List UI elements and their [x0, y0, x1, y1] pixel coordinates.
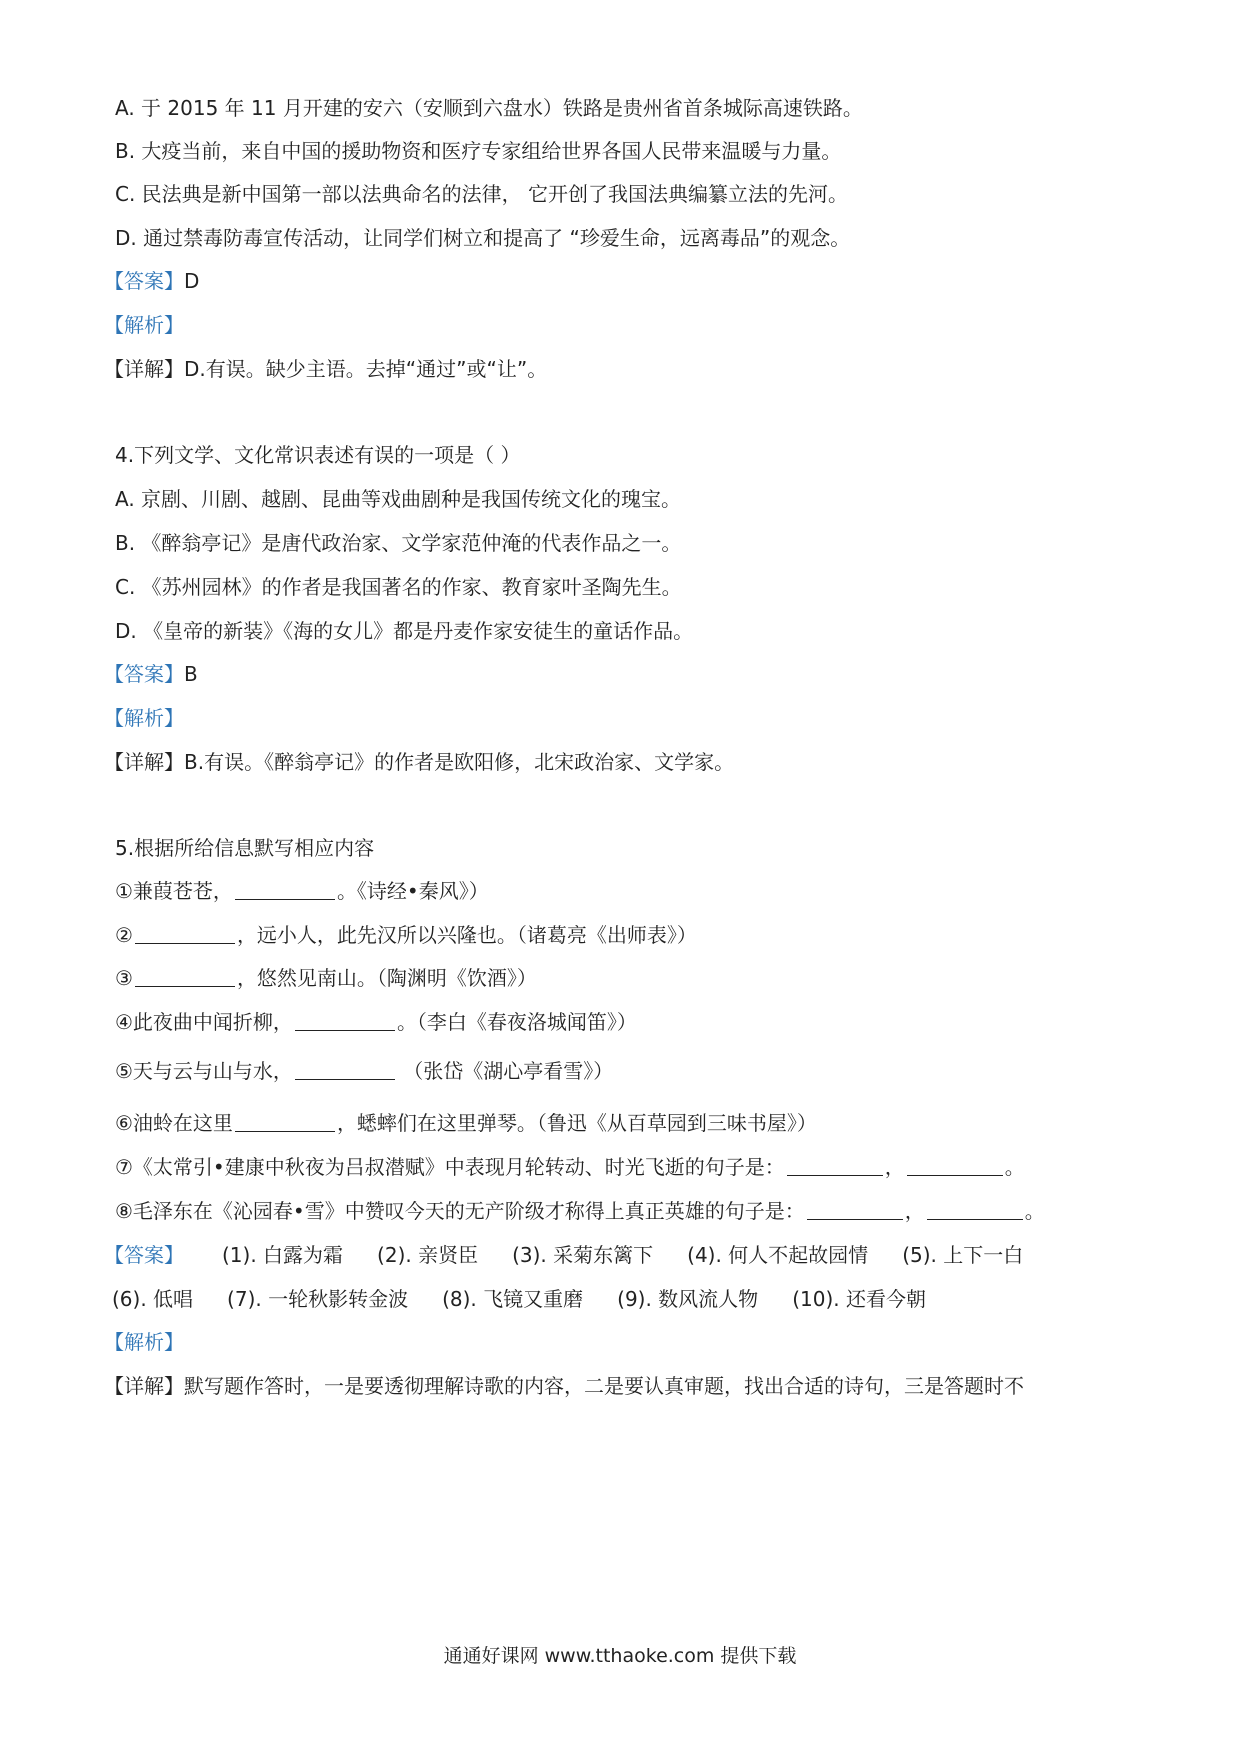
q4-stem: 4.下列文学、文化常识表述有误的一项是（ ） [115, 443, 521, 467]
q5-item-8 [115, 1197, 1045, 1225]
item-text: ①兼葭苍苍， [115, 879, 233, 903]
q5-item-4 [115, 1008, 637, 1036]
q4-analysis [104, 704, 184, 732]
answer-item: (2). 亲贤臣 [377, 1243, 479, 1267]
q5-item-3 [115, 964, 537, 992]
item-text: ，悠然见南山。（陶渊明《饮酒》） [236, 966, 537, 990]
detail-text: 默写题作答时，一是要透彻理解诗歌的内容，二是要认真审题，找出合适的诗句，三是答题时不 [184, 1374, 1024, 1398]
fill-blank [927, 1199, 1023, 1220]
item-text: 。 [1004, 1155, 1025, 1179]
answer-item: (1). 白露为霜 [222, 1243, 344, 1267]
answer-item: (10). 还看今朝 [792, 1287, 926, 1311]
fill-blank [235, 1111, 335, 1132]
q5-stem: 5.根据所给信息默写相应内容 [115, 836, 375, 860]
fill-blank [907, 1155, 1003, 1176]
q4-answer [104, 660, 198, 688]
q4-detail [104, 748, 734, 776]
q4-option-d: D. 《皇帝的新装》《海的女儿》都是丹麦作家安徒生的童话作品。 [115, 619, 694, 643]
item-text: 。（李白《春夜洛城闻笛》） [396, 1010, 637, 1034]
item-text: ② [115, 923, 133, 947]
q5-answer-row-1 [104, 1241, 1023, 1269]
detail-text: B.有误。《醉翁亭记》的作者是欧阳修，北宋政治家、文学家。 [184, 750, 735, 774]
item-text: ③ [115, 966, 133, 990]
q4-option-b: B. 《醉翁亭记》是唐代政治家、文学家范仲淹的代表作品之一。 [115, 531, 682, 555]
item-text: ⑤天与云与山与水， [115, 1059, 293, 1083]
fill-blank [807, 1199, 903, 1220]
answer-item: (4). 何人不起故园情 [687, 1243, 869, 1267]
fill-blank [135, 966, 235, 987]
q5-detail [104, 1372, 1024, 1400]
q5-item-6 [115, 1109, 817, 1137]
answer-tag: 【答案】 [104, 269, 184, 293]
answer-item: (8). 飞镜又重磨 [442, 1287, 584, 1311]
q3-option-a: A. 于 2015 年 11 月开建的安六（安顺到六盘水）铁路是贵州省首条城际高速铁路。 [115, 96, 863, 120]
fill-blank [295, 1059, 395, 1080]
q3-option-c: C. 民法典是新中国第一部以法典命名的法律， 它开创了我国法典编纂立法的先河。 [115, 182, 849, 206]
item-text: 。 [1024, 1199, 1045, 1223]
fill-blank [295, 1010, 395, 1031]
fill-blank [135, 923, 235, 944]
analysis-tag: 【解析】 [104, 313, 184, 337]
q3-analysis [104, 311, 184, 339]
answer-value: B [184, 662, 198, 686]
answer-value: D [184, 269, 200, 293]
q5-item-1 [115, 877, 489, 905]
answer-item: (7). 一轮秋影转金波 [227, 1287, 409, 1311]
item-text: （张岱《湖心亭看雪》） [396, 1059, 614, 1083]
item-text: ⑦《太常引•建康中秋夜为吕叔潜赋》中表现月轮转动、时光飞逝的句子是： [115, 1155, 785, 1179]
analysis-tag: 【解析】 [104, 706, 184, 730]
answer-item: (6). 低唱 [112, 1287, 194, 1311]
q3-detail [104, 355, 547, 383]
item-text: ④此夜曲中闻折柳， [115, 1010, 293, 1034]
q4-option-a: A. 京剧、川剧、越剧、昆曲等戏曲剧种是我国传统文化的瑰宝。 [115, 487, 682, 511]
detail-text: D.有误。缺少主语。去掉“通过”或“让”。 [184, 357, 548, 381]
answer-tag: 【答案】 [104, 1243, 184, 1267]
item-text: 。《诗经•秦风》） [336, 879, 489, 903]
page-footer: 通通好课网 www.tthaoke.com 提供下载 [443, 1645, 797, 1667]
q4-option-c: C. 《苏州园林》的作者是我国著名的作家、教育家叶圣陶先生。 [115, 575, 682, 599]
answer-item: (3). 采菊东篱下 [512, 1243, 654, 1267]
item-text: ⑧毛泽东在《沁园春•雪》中赞叹今天的无产阶级才称得上真正英雄的句子是： [115, 1199, 805, 1223]
answer-tag: 【答案】 [104, 662, 184, 686]
detail-tag: 【详解】 [104, 357, 184, 381]
fill-blank [235, 879, 335, 900]
item-text: ，远小人，此先汉所以兴隆也。（诸葛亮《出师表》） [236, 923, 697, 947]
q5-analysis [104, 1328, 184, 1356]
q3-option-b: B. 大疫当前，来自中国的援助物资和医疗专家组给世界各国人民带来温暖与力量。 [115, 139, 842, 163]
detail-tag: 【详解】 [104, 750, 184, 774]
item-text: ，蟋蟀们在这里弹琴。（鲁迅《从百草园到三味书屋》） [336, 1111, 817, 1135]
detail-tag: 【详解】 [104, 1374, 184, 1398]
item-text: ⑥油蛉在这里 [115, 1111, 233, 1135]
q5-item-2 [115, 921, 697, 949]
item-text: ， [884, 1155, 905, 1179]
fill-blank [787, 1155, 883, 1176]
q3-answer [104, 267, 199, 295]
answer-item: (9). 数风流人物 [617, 1287, 759, 1311]
analysis-tag: 【解析】 [104, 1330, 184, 1354]
q3-option-d: D. 通过禁毒防毒宣传活动，让同学们树立和提高了 “珍爱生命，远离毒品”的观念。 [115, 226, 851, 250]
q5-item-5 [115, 1057, 613, 1085]
item-text: ， [904, 1199, 925, 1223]
q5-answer-row-2 [112, 1285, 926, 1313]
q5-item-7 [115, 1153, 1025, 1181]
answer-item: (5). 上下一白 [902, 1243, 1024, 1267]
